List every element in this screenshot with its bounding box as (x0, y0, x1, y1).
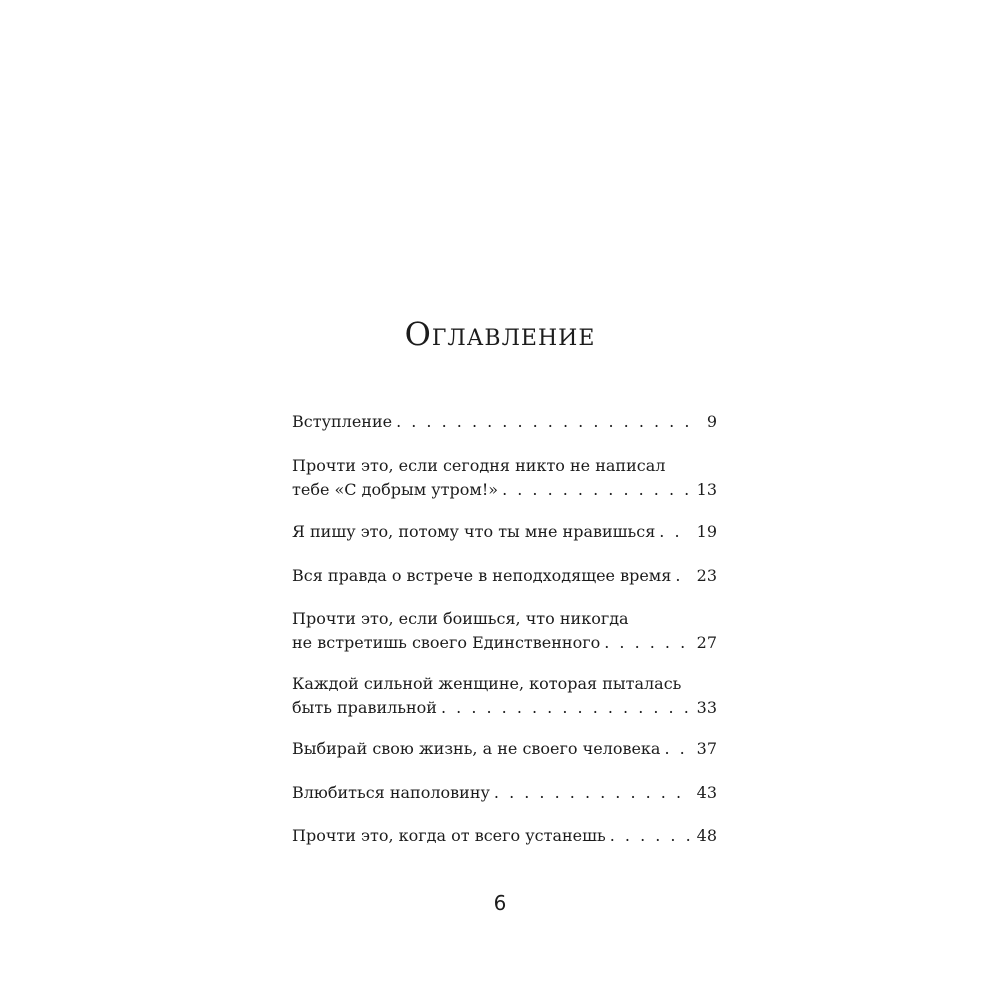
toc-entry-page: 27 (696, 633, 717, 652)
toc-entry-title: Выбирай свою жизнь, а не своего человека (292, 739, 661, 758)
toc-entry-page: 9 (706, 412, 717, 431)
page-number: 6 (493, 891, 507, 915)
toc-entry-introduction[interactable] (292, 410, 717, 434)
toc-entry-title: Влюбиться наполовину (292, 783, 490, 802)
toc-entry-title: Прочти это, когда от всего устанешь (292, 826, 606, 845)
toc-entry-title: Я пишу это, потому что ты мне нравишься (292, 522, 656, 541)
toc-entry[interactable] (292, 781, 717, 805)
dot-leader (494, 781, 691, 805)
toc-entry[interactable] (292, 520, 717, 544)
toc-entry-title: Прочти это, если боишься, что никогда (292, 609, 629, 628)
toc-entry-title-continued: не встретишь своего Единственного (292, 633, 601, 652)
toc-entry-title: Вступление (292, 412, 393, 431)
toc-entry[interactable] (292, 607, 717, 655)
toc-entry-page: 13 (696, 480, 717, 499)
toc-entry-title-continued: тебе «С добрым утром!» (292, 480, 499, 499)
toc-entry[interactable] (292, 454, 717, 502)
toc-entry-page: 37 (696, 739, 717, 758)
toc-entry[interactable] (292, 564, 717, 588)
toc-entry-page: 23 (696, 566, 717, 585)
dot-leader (396, 410, 701, 434)
dot-leader (659, 520, 690, 544)
page-title: Оглавление (404, 315, 596, 353)
toc-entry[interactable] (292, 737, 717, 761)
toc-entry[interactable] (292, 824, 717, 848)
dot-leader (664, 737, 690, 761)
dot-leader (604, 631, 690, 655)
toc-entry-page: 43 (696, 783, 717, 802)
toc-entry-title-continued: быть правильной (292, 698, 437, 717)
toc-entry-title: Прочти это, если сегодня никто не написал (292, 456, 666, 475)
toc-entry-page: 48 (696, 826, 717, 845)
toc-entry[interactable] (292, 672, 717, 720)
toc-entry-title: Вся правда о встрече в неподходящее время (292, 566, 672, 585)
dot-leader (675, 564, 690, 588)
toc-entry-title: Каждой сильной женщине, которая пыталась (292, 674, 682, 693)
dot-leader (610, 824, 691, 848)
toc-entry-page: 19 (696, 522, 717, 541)
dot-leader (502, 478, 691, 502)
dot-leader (441, 696, 691, 720)
toc-entry-page: 33 (696, 698, 717, 717)
